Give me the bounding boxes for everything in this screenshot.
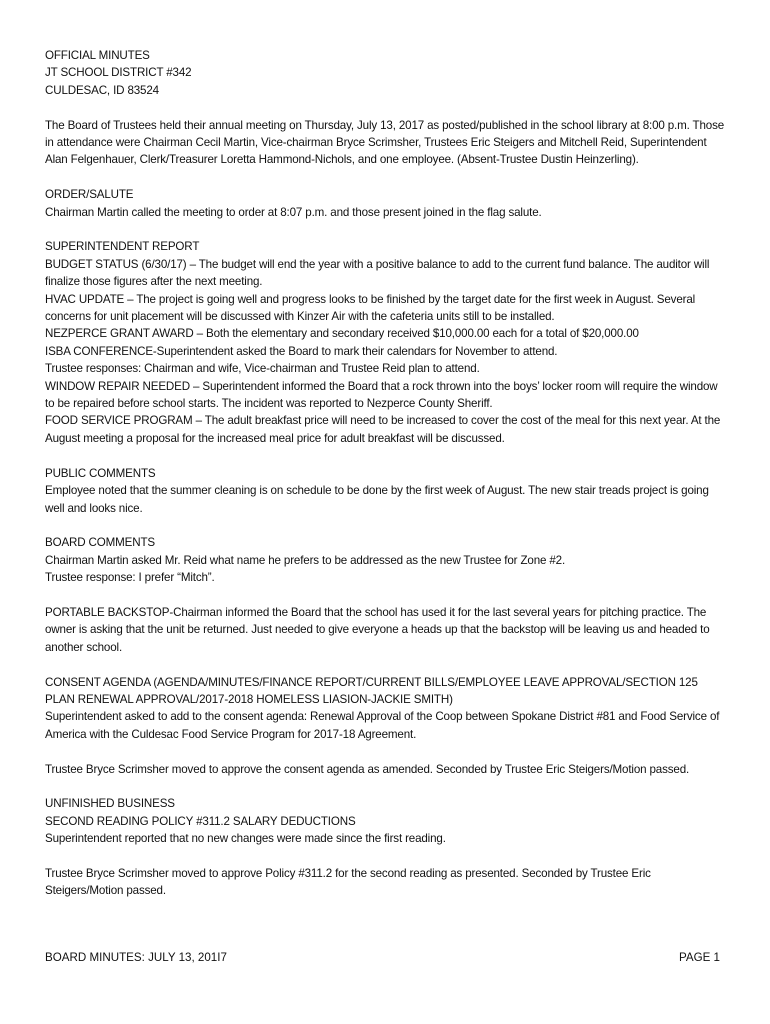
policy-reading-text: Superintendent reported that no new changes were made since the first reading. — [45, 832, 446, 846]
consent-motion: Trustee Bryce Scrimsher moved to approve the consent agenda as amended. Seconded by Trustee Eric Steigers/Motion passed. — [45, 762, 690, 776]
order-heading: ORDER/SALUTE — [45, 188, 134, 202]
budget-status: BUDGET STATUS (6/30/17) – The budget will end the year with a positive balance to add to the current fund balance. The auditor will finalize those figures after the next meeting. — [45, 257, 710, 289]
superintendent-heading: SUPERINTENDENT REPORT — [45, 240, 200, 254]
document-title: OFFICIAL MINUTES — [45, 49, 150, 62]
unfinished-business-heading: UNFINISHED BUSINESS — [45, 797, 175, 811]
consent-motion-section — [45, 761, 727, 778]
board-comments-heading: BOARD COMMENTS — [45, 536, 155, 550]
trustee-responses: Trustee responses: Chairman and wife, Vice-chairman and Trustee Reid plan to attend. — [45, 362, 480, 376]
hvac-update: HVAC UPDATE – The project is going well and progress looks to be finished by the target date for the first week in August. Several concerns for unit placement will be discussed with Kinzer Air with the cafeteria units still to be installed. — [45, 292, 696, 324]
portable-backstop-text: PORTABLE BACKSTOP-Chairman informed the Board that the school has used it for the last several years for pitching practice. The owner is asking that the unit be returned. Just needed to give everyone a heads up that the backstop will be leaving us and headed to another school. — [45, 605, 710, 654]
policy-motion: Trustee Bryce Scrimsher moved to approve Policy #311.2 for the second reading as presented. Seconded by Trustee Eric Steigers/Motion passed. — [45, 866, 651, 898]
district-address: CULDESAC, ID 83524 — [45, 83, 159, 97]
food-service-program: FOOD SERVICE PROGRAM – The adult breakfast price will need to be increased to cover the cost of the meal for this next year. At the August meeting a proposal for the increased meal price for adult breakfast will be discussed. — [45, 414, 721, 445]
board-comments-section — [45, 534, 727, 586]
isba-conference: ISBA CONFERENCE-Superintendent asked the Board to mark their calendars for November to attend. — [45, 344, 558, 358]
footer-page-number: PAGE 1 — [678, 951, 720, 964]
board-comments-text: Chairman Martin asked Mr. Reid what name he prefers to be addressed as the new Trustee for Zone #2. — [45, 553, 566, 567]
letterhead — [45, 47, 727, 99]
page-footer — [45, 949, 720, 966]
grant-award: NEZPERCE GRANT AWARD – Both the elementary and secondary received $10,000.00 each for a total of $20,000.00 — [45, 327, 639, 341]
unfinished-business-section — [45, 795, 727, 847]
policy-motion-section — [45, 865, 727, 900]
public-comments-section — [45, 465, 727, 517]
consent-agenda-section — [45, 674, 727, 744]
superintendent-section — [45, 238, 727, 447]
window-repair: WINDOW REPAIR NEEDED – Superintendent informed the Board that a rock thrown into the boys’ locker room will require the window to be repaired before school starts. The incident was reported to Nezperce County Sheriff. — [45, 379, 718, 411]
policy-reading-heading: SECOND READING POLICY #311.2 SALARY DEDUCTIONS — [45, 814, 356, 828]
order-section — [45, 186, 727, 221]
public-comments-text: Employee noted that the summer cleaning is on schedule to be done by the first week of August. The new stair treads project is going well and looks nice. — [45, 484, 709, 515]
board-comments-response: Trustee response: I prefer “Mitch”. — [45, 571, 215, 585]
district-name: JT SCHOOL DISTRICT #342 — [45, 66, 192, 80]
intro-section — [45, 117, 727, 169]
footer-minutes-date: BOARD MINUTES: JULY 13, 201I7 — [45, 951, 227, 964]
consent-agenda-text: Superintendent asked to add to the consent agenda: Renewal Approval of the Coop between Spokane District #81 and Food Service of America with the Culdesac Food Service Program for 2017-18 Agreement. — [45, 710, 720, 741]
public-comments-heading: PUBLIC COMMENTS — [45, 466, 156, 480]
order-text: Chairman Martin called the meeting to order at 8:07 p.m. and those present joined in the flag salute. — [45, 205, 542, 219]
portable-backstop-section — [45, 604, 727, 656]
minutes-page — [45, 47, 727, 917]
intro-paragraph: The Board of Trustees held their annual meeting on Thursday, July 13, 2017 as posted/published in the school library at 8:00 p.m. Those in attendance were Chairman Cecil Martin, Vice-chairman Bryce Scrimsher, Trustees Eric Steigers and Mitchell Reid, Superintendent Alan Felgenhauer, Clerk/Treasurer Loretta Hammond-Nichols, and one employee. (Absent-Trustee Dustin Heinzerling). — [45, 118, 725, 167]
consent-agenda-heading: CONSENT AGENDA (AGENDA/MINUTES/FINANCE REPORT/CURRENT BILLS/EMPLOYEE LEAVE APPROVAL/SECTION 125 PLAN RENEWAL APPROVAL/2017-2018 HOMELESS LIASION-JACKIE SMITH) — [45, 675, 698, 706]
